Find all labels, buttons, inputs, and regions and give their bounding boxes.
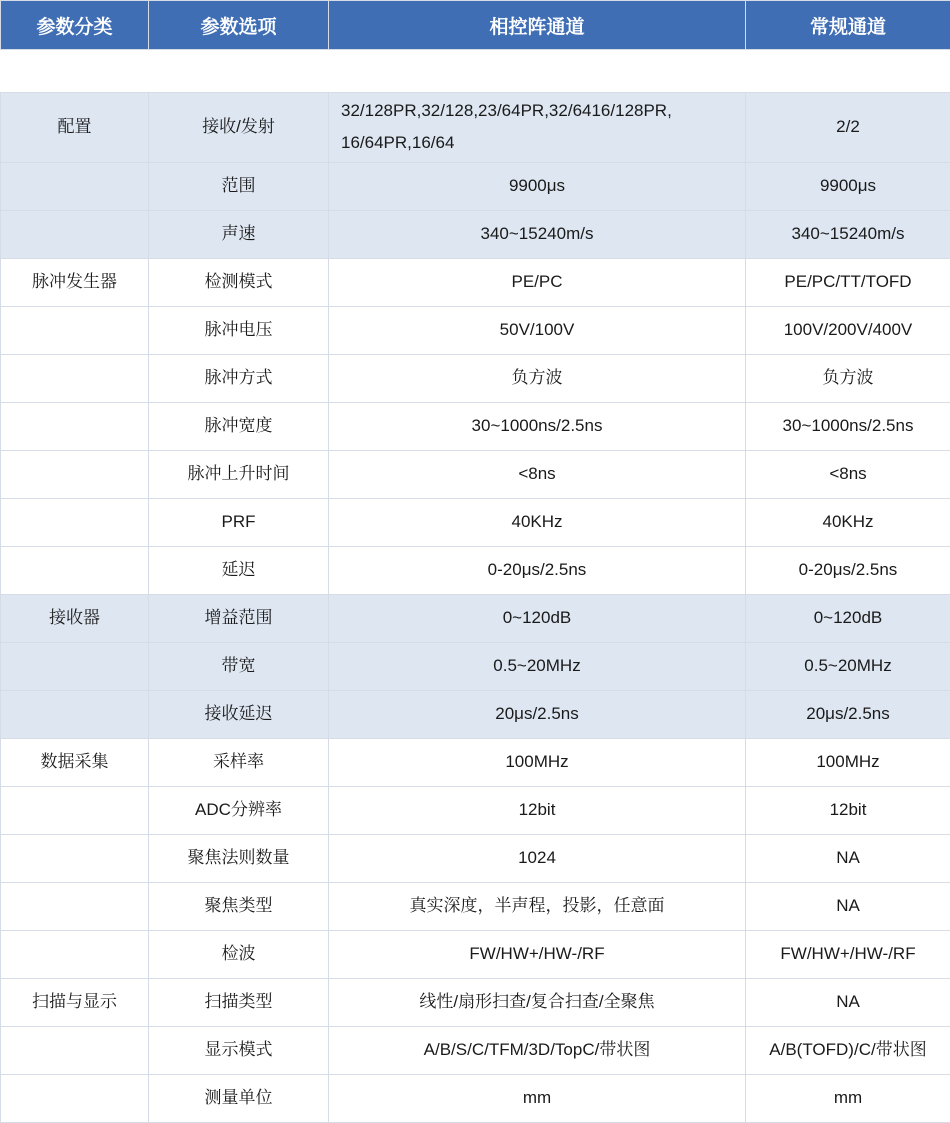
cell-category bbox=[1, 690, 149, 738]
cell-phased-array-value: 20μs/2.5ns bbox=[329, 690, 746, 738]
table-row bbox=[1, 786, 950, 834]
cell-conventional-value: 100MHz bbox=[746, 738, 950, 786]
cell-phased-array-value: 32/128PR,32/128,23/64PR,32/6416/128PR, 16/64PR,16/64 bbox=[329, 93, 746, 163]
cell-conventional-value: 20μs/2.5ns bbox=[746, 690, 950, 738]
table-row bbox=[1, 450, 950, 498]
cell-option: 扫描类型 bbox=[149, 978, 329, 1026]
table-row bbox=[1, 690, 950, 738]
cell-option: 脉冲电压 bbox=[149, 306, 329, 354]
cell-phased-array-value: 0-20μs/2.5ns bbox=[329, 546, 746, 594]
cell-conventional-value: 40KHz bbox=[746, 498, 950, 546]
table-header bbox=[1, 1, 950, 50]
cell-conventional-value: 100V/200V/400V bbox=[746, 306, 950, 354]
table-row bbox=[1, 978, 950, 1026]
cell-conventional-value: 30~1000ns/2.5ns bbox=[746, 402, 950, 450]
cell-phased-array-value: FW/HW+/HW-/RF bbox=[329, 930, 746, 978]
cell-category: 接收器 bbox=[1, 594, 149, 642]
column-header-option: 参数选项 bbox=[149, 1, 329, 50]
cell-phased-array-value: 0.5~20MHz bbox=[329, 642, 746, 690]
table-row bbox=[1, 546, 950, 594]
cell-conventional-value: 0~120dB bbox=[746, 594, 950, 642]
cell-phased-array-value: PE/PC bbox=[329, 258, 746, 306]
table-row bbox=[1, 93, 950, 163]
column-header-category: 参数分类 bbox=[1, 1, 149, 50]
cell-phased-array-value: 50V/100V bbox=[329, 306, 746, 354]
cell-category bbox=[1, 306, 149, 354]
cell-conventional-value: NA bbox=[746, 834, 950, 882]
cell-category: 扫描与显示 bbox=[1, 978, 149, 1026]
cell-option: 声速 bbox=[149, 210, 329, 258]
cell-option: 采样率 bbox=[149, 738, 329, 786]
cell-option: 显示模式 bbox=[149, 1026, 329, 1074]
cell-conventional-value: 9900μs bbox=[746, 162, 950, 210]
cell-category bbox=[1, 354, 149, 402]
cell-category bbox=[1, 402, 149, 450]
table-row bbox=[1, 306, 950, 354]
cell-phased-array-value: 9900μs bbox=[329, 162, 746, 210]
cell-category bbox=[1, 834, 149, 882]
cell-option: 聚焦法则数量 bbox=[149, 834, 329, 882]
cell-conventional-value: NA bbox=[746, 882, 950, 930]
cell-phased-array-value: 12bit bbox=[329, 786, 746, 834]
cell-category bbox=[1, 1026, 149, 1074]
table-row bbox=[1, 642, 950, 690]
cell-category bbox=[1, 930, 149, 978]
table-row bbox=[1, 1074, 950, 1122]
cell-conventional-value: 2/2 bbox=[746, 93, 950, 163]
cell-category: 脉冲发生器 bbox=[1, 258, 149, 306]
table-row bbox=[1, 162, 950, 210]
cell-phased-array-value: <8ns bbox=[329, 450, 746, 498]
table-row bbox=[1, 258, 950, 306]
cell-option: 延迟 bbox=[149, 546, 329, 594]
cell-category bbox=[1, 1074, 149, 1122]
cell-phased-array-value: A/B/S/C/TFM/3D/TopC/带状图 bbox=[329, 1026, 746, 1074]
table-row bbox=[1, 930, 950, 978]
table-row bbox=[1, 834, 950, 882]
cell-category bbox=[1, 642, 149, 690]
cell-phased-array-value: 真实深度，半声程，投影，任意面 bbox=[329, 882, 746, 930]
cell-option: ADC分辨率 bbox=[149, 786, 329, 834]
cell-category: 配置 bbox=[1, 93, 149, 163]
cell-phased-array-value: 线性/扇形扫查/复合扫查/全聚焦 bbox=[329, 978, 746, 1026]
cell-category bbox=[1, 882, 149, 930]
cell-option: 检波 bbox=[149, 930, 329, 978]
cell-conventional-value: mm bbox=[746, 1074, 950, 1122]
cell-option: 测量单位 bbox=[149, 1074, 329, 1122]
cell-phased-array-value: 100MHz bbox=[329, 738, 746, 786]
cell-option: 聚焦类型 bbox=[149, 882, 329, 930]
table-row bbox=[1, 594, 950, 642]
cell-conventional-value: 12bit bbox=[746, 786, 950, 834]
cell-option: 接收延迟 bbox=[149, 690, 329, 738]
cell-category bbox=[1, 162, 149, 210]
cell-phased-array-value: 40KHz bbox=[329, 498, 746, 546]
table-spacer-row bbox=[1, 50, 950, 93]
cell-category bbox=[1, 786, 149, 834]
cell-conventional-value: <8ns bbox=[746, 450, 950, 498]
table-row bbox=[1, 498, 950, 546]
cell-option: PRF bbox=[149, 498, 329, 546]
cell-category bbox=[1, 546, 149, 594]
cell-phased-array-value: 0~120dB bbox=[329, 594, 746, 642]
table-row bbox=[1, 210, 950, 258]
cell-conventional-value: 0.5~20MHz bbox=[746, 642, 950, 690]
cell-conventional-value: 0-20μs/2.5ns bbox=[746, 546, 950, 594]
cell-conventional-value: PE/PC/TT/TOFD bbox=[746, 258, 950, 306]
cell-conventional-value: 340~15240m/s bbox=[746, 210, 950, 258]
cell-option: 接收/发射 bbox=[149, 93, 329, 163]
cell-category bbox=[1, 210, 149, 258]
table-body bbox=[1, 50, 950, 1123]
cell-phased-array-value: 负方波 bbox=[329, 354, 746, 402]
table-row bbox=[1, 1026, 950, 1074]
column-header-conventional-channel: 常规通道 bbox=[746, 1, 950, 50]
cell-option: 脉冲上升时间 bbox=[149, 450, 329, 498]
cell-option: 检测模式 bbox=[149, 258, 329, 306]
cell-category: 数据采集 bbox=[1, 738, 149, 786]
cell-option: 脉冲方式 bbox=[149, 354, 329, 402]
table-header-row bbox=[1, 1, 950, 50]
cell-category bbox=[1, 498, 149, 546]
cell-option: 增益范围 bbox=[149, 594, 329, 642]
cell-option: 带宽 bbox=[149, 642, 329, 690]
table-row bbox=[1, 738, 950, 786]
cell-phased-array-value: 1024 bbox=[329, 834, 746, 882]
cell-phased-array-value: 30~1000ns/2.5ns bbox=[329, 402, 746, 450]
cell-conventional-value: FW/HW+/HW-/RF bbox=[746, 930, 950, 978]
table-row bbox=[1, 402, 950, 450]
cell-conventional-value: NA bbox=[746, 978, 950, 1026]
cell-conventional-value: 负方波 bbox=[746, 354, 950, 402]
column-header-phased-array-channel: 相控阵通道 bbox=[329, 1, 746, 50]
cell-option: 范围 bbox=[149, 162, 329, 210]
cell-category bbox=[1, 450, 149, 498]
cell-conventional-value: A/B(TOFD)/C/带状图 bbox=[746, 1026, 950, 1074]
cell-phased-array-value: mm bbox=[329, 1074, 746, 1122]
cell-option: 脉冲宽度 bbox=[149, 402, 329, 450]
table-row bbox=[1, 354, 950, 402]
cell-phased-array-value: 340~15240m/s bbox=[329, 210, 746, 258]
table-row bbox=[1, 882, 950, 930]
